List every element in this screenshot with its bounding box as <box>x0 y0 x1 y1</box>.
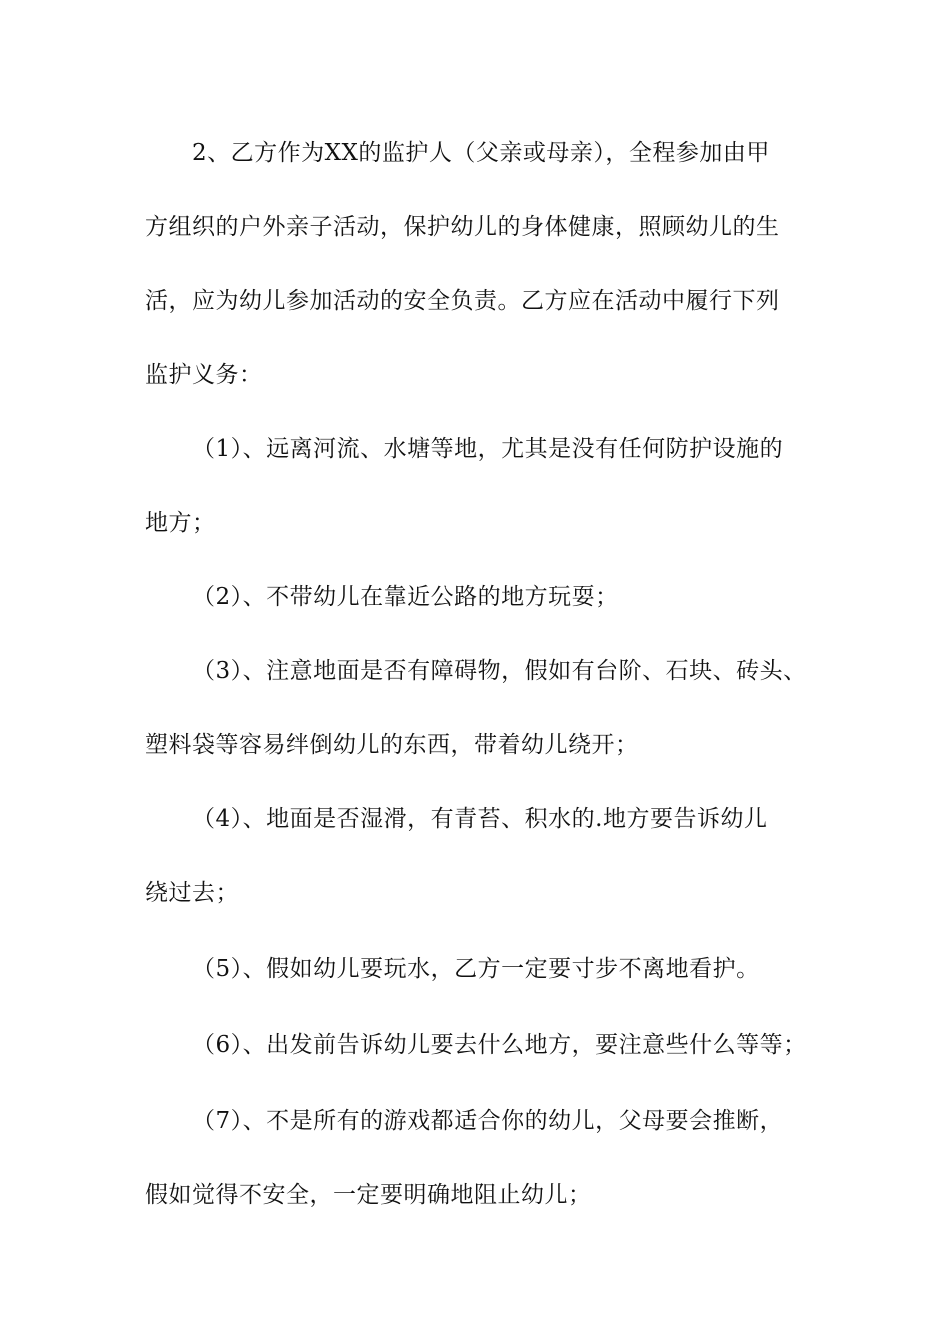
item-1-line-2: 地方； <box>145 510 216 536</box>
paragraph-1-line-2: 方组织的户外亲子活动，保护幼儿的身体健康，照顾幼儿的生 <box>145 214 780 240</box>
item-1-line-1: （1）、远离河流、水塘等地，尤其是没有任何防护设施的 <box>192 436 784 462</box>
item-4-line-1: （4）、地面是否湿滑，有青苔、积水的.地方要告诉幼儿 <box>192 806 768 832</box>
paragraph-1-line-1: 2、乙方作为XX的监护人（父亲或母亲），全程参加由甲 <box>192 140 770 166</box>
item-6-line-1: （6）、出发前告诉幼儿要去什么地方，要注意些什么等等； <box>192 1032 807 1058</box>
item-5-line-1: （5）、假如幼儿要玩水，乙方一定要寸步不离地看护。 <box>192 956 760 982</box>
paragraph-1-line-3: 活，应为幼儿参加活动的安全负责。乙方应在活动中履行下列 <box>145 288 780 314</box>
item-7-line-2: 假如觉得不安全，一定要明确地阻止幼儿； <box>145 1182 592 1208</box>
item-4-line-2: 绕过去； <box>145 880 239 906</box>
item-7-line-1: （7）、不是所有的游戏都适合你的幼儿，父母要会推断， <box>192 1108 784 1134</box>
item-3-line-2: 塑料袋等容易绊倒幼儿的东西，带着幼儿绕开； <box>145 732 639 758</box>
item-3-line-1: （3）、注意地面是否有障碍物，假如有台阶、石块、砖头、 <box>192 658 807 684</box>
item-2-line-1: （2）、不带幼儿在靠近公路的地方玩耍； <box>192 584 619 610</box>
paragraph-1-line-4: 监护义务： <box>145 362 263 388</box>
